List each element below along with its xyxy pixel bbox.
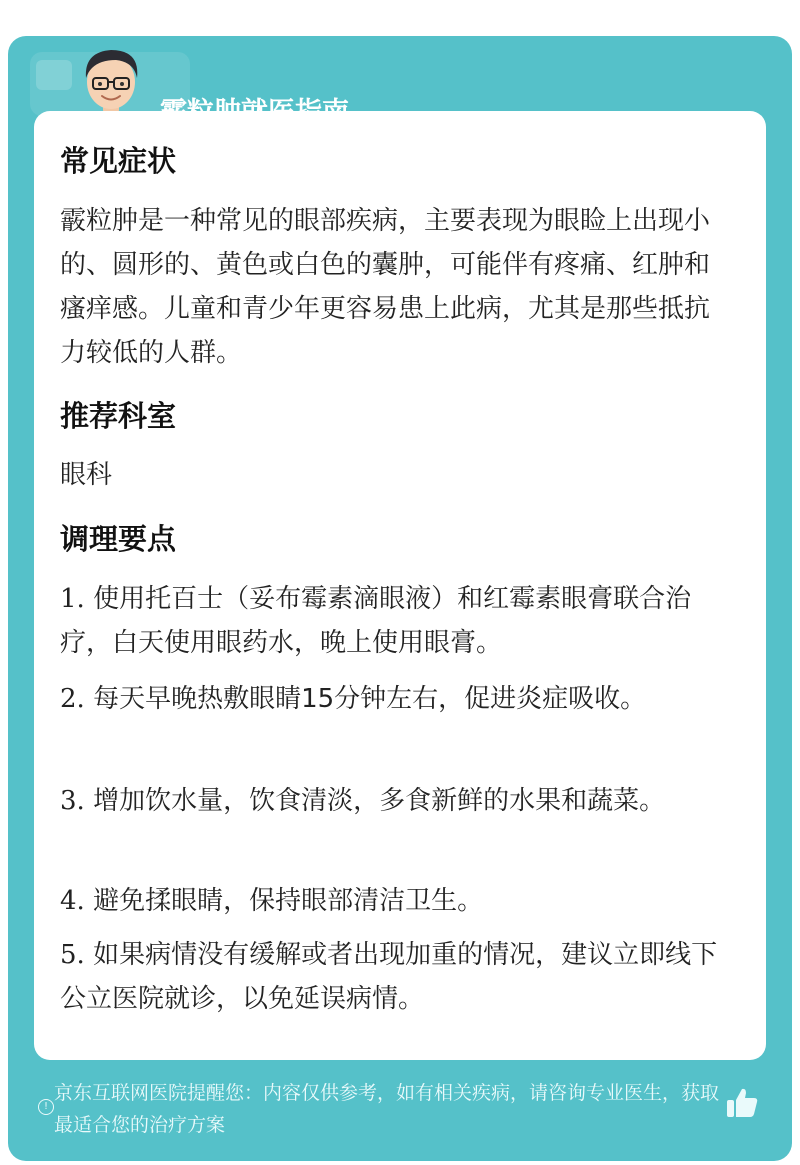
department-text: 眼科 (60, 460, 113, 490)
care-item-text: 使用托百士（妥布霉素滴眼液）和红霉素眼膏联合治疗，白天使用眼药水，晚上使用眼膏。 (60, 584, 692, 658)
care-item-number: 4. (60, 886, 85, 916)
care-item-number: 3. (60, 786, 85, 816)
care-item-number: 1. (60, 584, 85, 614)
content-panel (34, 111, 766, 1060)
care-heading: 调理要点 (60, 522, 177, 556)
disclaimer-text: 京东互联网医院提醒您：内容仅供参考，如有相关疾病，请咨询专业医生，获取最适合您的治疗方案 (54, 1082, 720, 1136)
care-item-number: 5. (60, 940, 85, 970)
care-item (60, 779, 732, 823)
care-item-text: 避免揉眼睛，保持眼部清洁卫生。 (93, 886, 484, 916)
info-icon: ! (38, 1099, 54, 1115)
symptoms-text: 霰粒肿是一种常见的眼部疾病，主要表现为眼睑上出现小的、圆形的、黄色或白色的囊肿，可能伴有疼痛、红肿和瘙痒感。儿童和青少年更容易患上此病，尤其是那些抵抗力较低的人群。 (60, 206, 711, 368)
symptoms-heading: 常见症状 (60, 144, 177, 178)
care-item (60, 577, 732, 665)
care-item-text: 如果病情没有缓解或者出现加重的情况，建议立即线下公立医院就诊，以免延误病情。 (60, 940, 718, 1014)
care-item (60, 677, 732, 721)
care-item (60, 879, 732, 923)
care-item-number: 2. (60, 684, 85, 714)
thumbs-up-icon[interactable] (724, 1085, 760, 1121)
care-item-text: 每天早晚热敷眼睛15分钟左右，促进炎症吸收。 (93, 684, 647, 714)
care-item-text: 增加饮水量，饮食清淡，多食新鲜的水果和蔬菜。 (93, 786, 666, 816)
department-heading: 推荐科室 (60, 399, 177, 433)
care-item (60, 933, 732, 1021)
